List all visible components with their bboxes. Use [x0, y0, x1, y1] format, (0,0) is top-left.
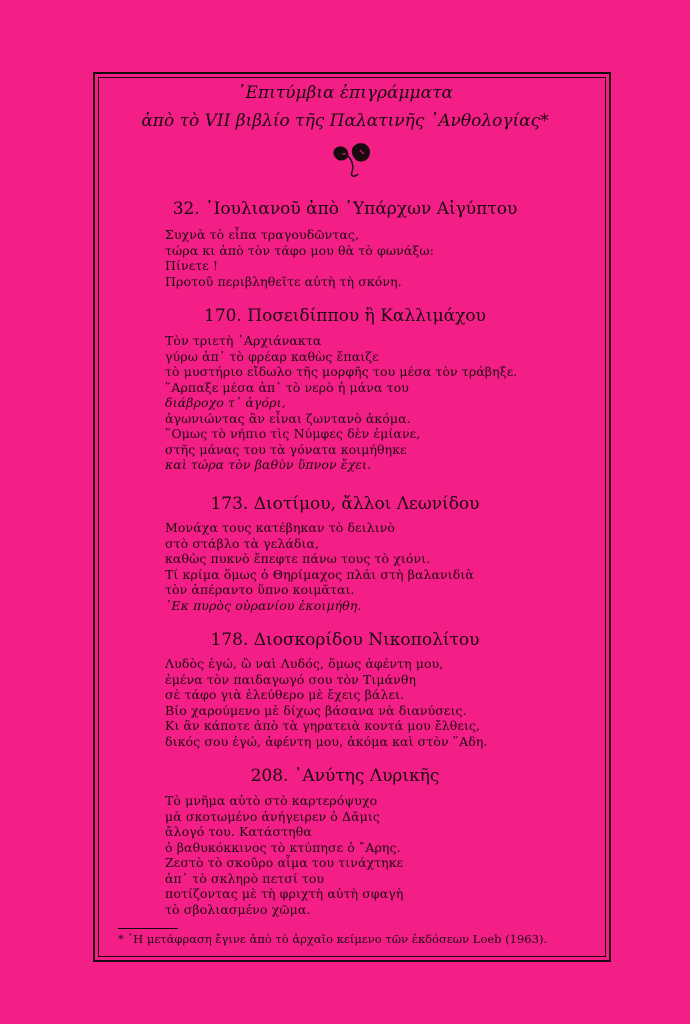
poem-line: δικός σου ἐγώ, ἀφέντη μου, ἀκόμα καὶ στὸν ῞Αδη.: [165, 733, 488, 749]
poem-line: Ζεστὸ τὸ σκοῦρο αἷμα του τινάχτηκε: [165, 855, 404, 870]
poem-line: ἄλογό του. Κατάστηθα: [165, 824, 312, 839]
poem-line: Τὸν τριετὴ ᾿Αρχιάνακτα: [165, 333, 322, 348]
poem-line: Τὸ μνῆμα αὐτὸ στὸ καρτερόψυχο: [165, 793, 378, 808]
epigram-body-32: [165, 227, 585, 289]
ivy-leaf-ornament-icon: [330, 140, 376, 180]
poem-line: ᾿Εκ πυρὸς οὐρανίου ἐκοιμήθη.: [165, 597, 362, 613]
poem-line: ῞Ομως τὸ νήπιο τὶς Νύμφες δὲν ἐμίανε,: [165, 426, 421, 441]
poem-line: Κι ἂν κάποτε ἀπὸ τὰ γηρατειὰ κοντά μου ἔλθεις,: [165, 718, 481, 733]
poem-line: τώρα κι ἀπὸ τὸν τάφο μου θὰ τὸ φωνάξω:: [165, 242, 434, 258]
poem-line: γύρω ἀπ᾿ τὸ φρέαρ καθὼς ἔπαιζε: [165, 348, 379, 364]
poem-line: τὸ μυστήριο εἴδωλο τῆς μορφῆς του μέσα τὸν τράβηξε.: [165, 364, 518, 379]
poem-line: ἐμένα τὸν παιδαγωγό σου τὸν Τιμάνθη: [165, 671, 417, 687]
footnote-divider: [118, 928, 178, 929]
title-line-2: ἀπὸ τὸ VII βιβλίο τῆς Παλατινῆς ᾿Ανθολογίας*: [141, 111, 549, 131]
epigram-body-178: [165, 656, 585, 749]
epigram-heading-173: 173. Διοτίμου, ἄλλοι Λεωνίδου: [210, 494, 480, 514]
poem-line: μὰ σκοτωμένο ἀνήγειρεν ὁ Δᾶμις: [165, 808, 380, 824]
poem-line: Συχνὰ τὸ εἶπα τραγουδῶντας,: [165, 227, 360, 242]
footnote: * ῾Η μετάφραση ἔγινε ἀπὸ τὸ ἀρχαῖο κείμενο τῶν ἐκδόσεων Loeb (1963).: [118, 932, 548, 946]
poem-line: ἀπ᾿ τὸ σκληρὸ πετσί του: [165, 870, 325, 886]
poem-line: Προτοῦ περιβληθεῖτε αὐτὴ τὴ σκόνη.: [165, 273, 402, 289]
poem-line: ἀγωνιώντας ἂν εἶναι ζωντανὸ ἀκόμα.: [165, 410, 411, 426]
poem-line: Τί κρίμα ὅμως ὁ Θηρίμαχος πλάι στὴ βαλανιδιὰ: [165, 566, 474, 582]
epigram-heading-32: 32. ᾿Ιουλιανοῦ ἀπὸ ῾Υπάρχων Αἰγύπτου: [172, 199, 518, 219]
epigram-body-173: [165, 520, 585, 613]
poem-line: ποτίζοντας μὲ τὴ φριχτὴ αὐτὴ σφαγὴ: [165, 886, 404, 901]
poem-line: στῆς μάνας του τὰ γόνατα κοιμήθηκε: [165, 441, 407, 457]
poem-line: ὁ βαθυκόκκινος τὸ κτύπησε ὁ ῎Αρης.: [165, 839, 401, 855]
epigram-heading-178: 178. Διοσκορίδου Νικοπολίτου: [210, 630, 480, 650]
poem-line: Μονάχα τους κατέβηκαν τὸ δειλινὸ: [165, 520, 396, 535]
poem-line: τὸ σβολιασμένο χῶμα.: [165, 901, 311, 917]
epigram-heading-170: 170. Ποσειδίππου ἢ Καλλιμάχου: [204, 306, 486, 326]
poem-line: καθὼς πυκνὸ ἔπεφτε πάνω τους τὸ χιόνι.: [165, 551, 431, 566]
poem-line: διάβροχο τ᾿ ἀγόρι,: [165, 395, 286, 410]
poem-line: καὶ τώρα τὸν βαθὺν ὕπνον ἔχει.: [165, 457, 372, 472]
epigram-heading-208: 208. ᾿Ανύτης Λυρικῆς: [250, 766, 440, 786]
epigram-body-208: [165, 793, 585, 917]
poem-line: Πίνετε !: [165, 258, 219, 273]
poem-line: σὲ τάφο γιὰ ἐλεύθερο μὲ ἔχεις βάλει.: [165, 687, 405, 702]
poem-line: τὸν ἀπέραντο ὕπνο κοιμᾶται.: [165, 582, 355, 597]
poem-line: Βίο χαρούμενο μὲ δίχως βάσανα νὰ διανύσεις.: [165, 702, 467, 718]
poem-line: στὸ στάβλο τὰ γελάδια,: [165, 535, 320, 551]
poem-line: Λυδὸς ἐγώ, ὢ ναὶ Λυδός, ὅμως ἀφέντη μου,: [165, 656, 444, 671]
title-line-1: ᾿Επιτύμβια ἐπιγράμματα: [237, 83, 453, 103]
epigram-body-170: [165, 333, 585, 473]
poem-line: ῞Αρπαξε μέσα ἀπ᾿ τὸ νερὸ ἡ μάνα του: [165, 379, 409, 395]
